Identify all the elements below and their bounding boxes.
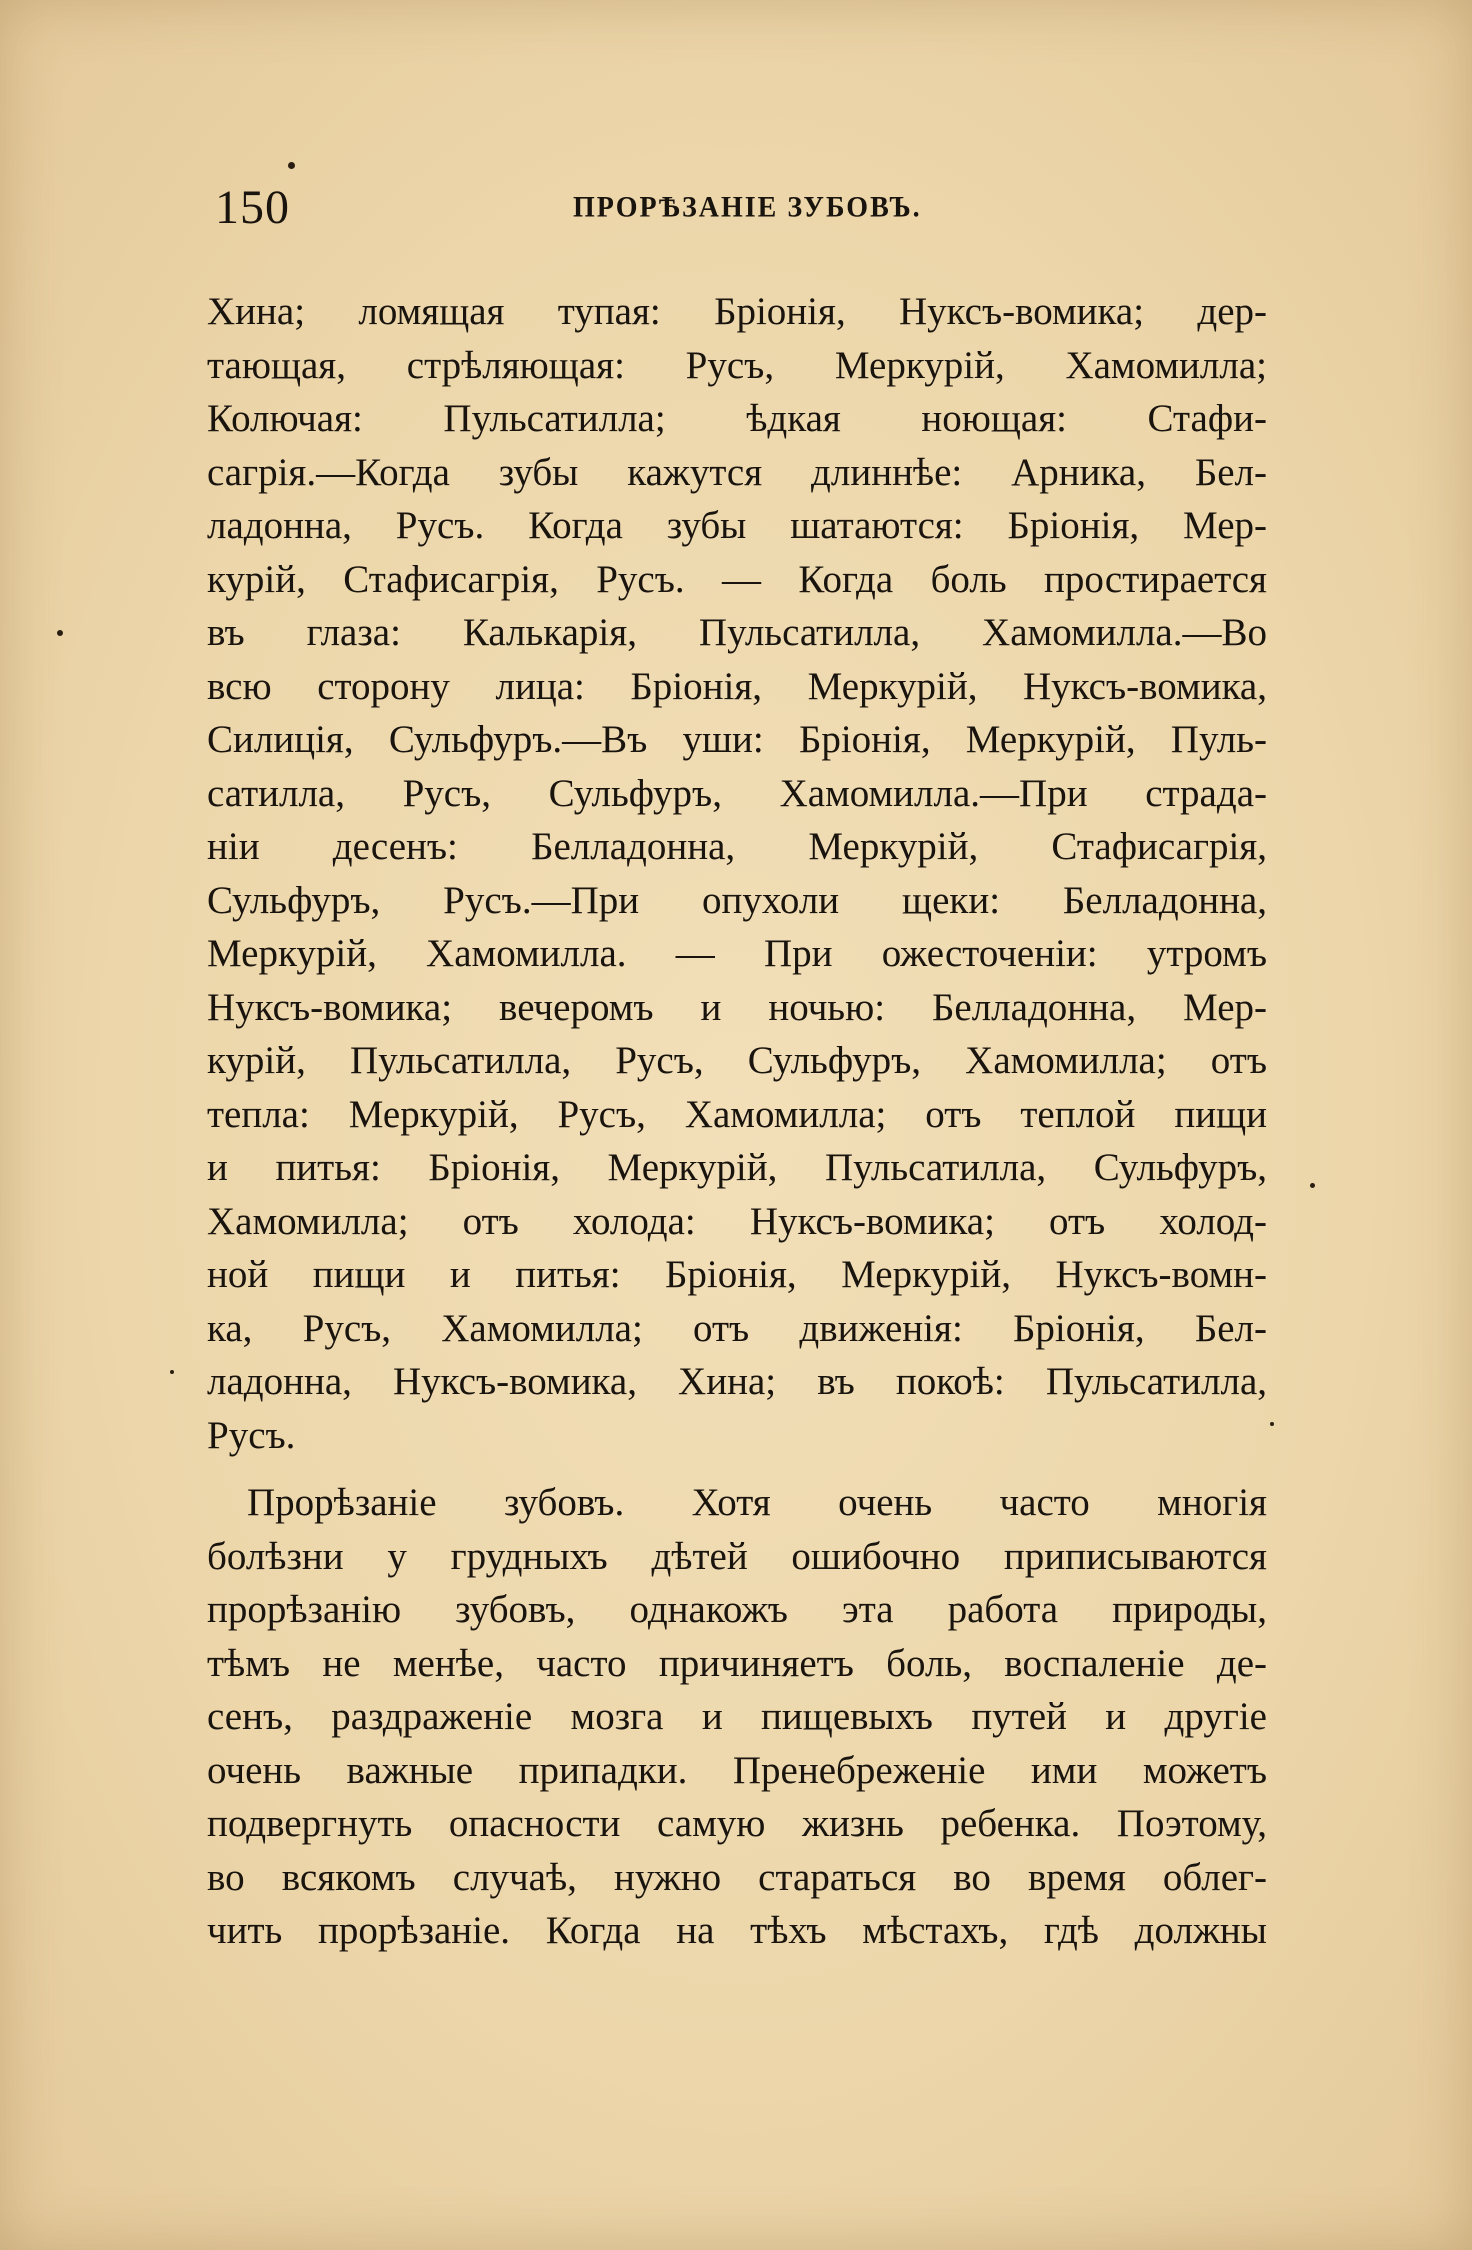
text-line: сатилла, Русъ, Сульфуръ, Хамомилла.—При страда- — [207, 771, 1267, 815]
text-line: во всякомъ случаѣ, нужно стараться во время облег- — [207, 1855, 1267, 1899]
text-line: Прорѣзаніе зубовъ. Хотя очень часто многія — [247, 1481, 1267, 1524]
ink-speck — [1310, 1183, 1315, 1188]
page-body — [207, 285, 1267, 1958]
page-header — [215, 180, 1265, 240]
text-line: ной пищи и питья: Бріонія, Меркурій, Нуксъ-вомн- — [207, 1253, 1267, 1296]
text-line: курій, Пульсатилла, Русъ, Сульфуръ, Хамомилла; отъ — [207, 1039, 1267, 1082]
text-line: тающая, стрѣляющая: Русъ, Меркурій, Хамомилла; — [207, 343, 1267, 387]
text-line: чить прорѣзаніе. Когда на тѣхъ мѣстахъ, гдѣ должны — [207, 1909, 1267, 1952]
paragraph-gap — [207, 1462, 1267, 1476]
page-number: 150 — [215, 181, 290, 234]
text-line: всю сторону лица: Бріонія, Меркурій, Нуксъ-вомика, — [207, 664, 1267, 708]
text-line: ладонна, Нуксъ-вомика, Хина; въ покоѣ: Пульсатилла, — [207, 1360, 1267, 1403]
text-line: Русъ. — [207, 1413, 296, 1457]
text-line: Хина; ломящая тупая: Бріонія, Нуксъ-вомика; дер- — [207, 290, 1267, 333]
text-line: ка, Русъ, Хамомилла; отъ движенія: Бріонія, Бел- — [207, 1306, 1267, 1350]
text-line: въ глаза: Калькарія, Пульсатилла, Хамомилла.—Во — [207, 611, 1267, 654]
text-line: Хамомилла; отъ холода: Нуксъ-вомика; отъ холод- — [207, 1199, 1267, 1243]
text-line: подвергнуть опасности самую жизнь ребенка. Поэтому, — [207, 1802, 1267, 1845]
text-line: Силиція, Сульфуръ.—Въ уши: Бріонія, Меркурій, Пуль- — [207, 718, 1267, 761]
ink-speck — [1270, 1422, 1274, 1426]
text-line: ніи десенъ: Белладонна, Меркурій, Стафисагрія, — [207, 825, 1267, 868]
text-line: сенъ, раздраженіе мозга и пищевыхъ путей и другіе — [207, 1695, 1267, 1738]
running-title: ПРОРѢЗАНІЕ ЗУБОВЪ. — [573, 191, 922, 224]
text-line: ладонна, Русъ. Когда зубы шатаются: Бріонія, Мер- — [207, 504, 1267, 547]
text-line: Сульфуръ, Русъ.—При опухоли щеки: Белладонна, — [207, 878, 1267, 922]
text-line: и питья: Бріонія, Меркурій, Пульсатилла, Сульфуръ, — [207, 1146, 1267, 1189]
text-line: сагрія.—Когда зубы кажутся длиннѣе: Арника, Бел- — [207, 450, 1267, 494]
text-line: тепла: Меркурій, Русъ, Хамомилла; отъ теплой пищи — [207, 1092, 1267, 1136]
ink-speck — [288, 162, 295, 169]
ink-speck — [57, 630, 63, 636]
text-line: Колючая: Пульсатилла; ѣдкая ноющая: Стафи- — [207, 397, 1267, 440]
text-line: Меркурій, Хамомилла. — При ожесточеніи: утромъ — [207, 932, 1267, 975]
text-line: Нуксъ-вомика; вечеромъ и ночью: Белладонна, Мер- — [207, 985, 1267, 1029]
text-line: тѣмъ не менѣе, часто причиняетъ боль, воспаленіе де- — [207, 1641, 1267, 1685]
text-line: курій, Стафисагрія, Русъ. — Когда боль простирается — [207, 557, 1267, 601]
text-line: прорѣзанію зубовъ, однакожъ эта работа природы, — [207, 1588, 1267, 1631]
ink-speck — [170, 1370, 174, 1374]
text-line: очень важные припадки. Пренебреженіе ими можетъ — [207, 1748, 1267, 1792]
text-line: болѣзни у грудныхъ дѣтей ошибочно приписываются — [207, 1534, 1267, 1578]
